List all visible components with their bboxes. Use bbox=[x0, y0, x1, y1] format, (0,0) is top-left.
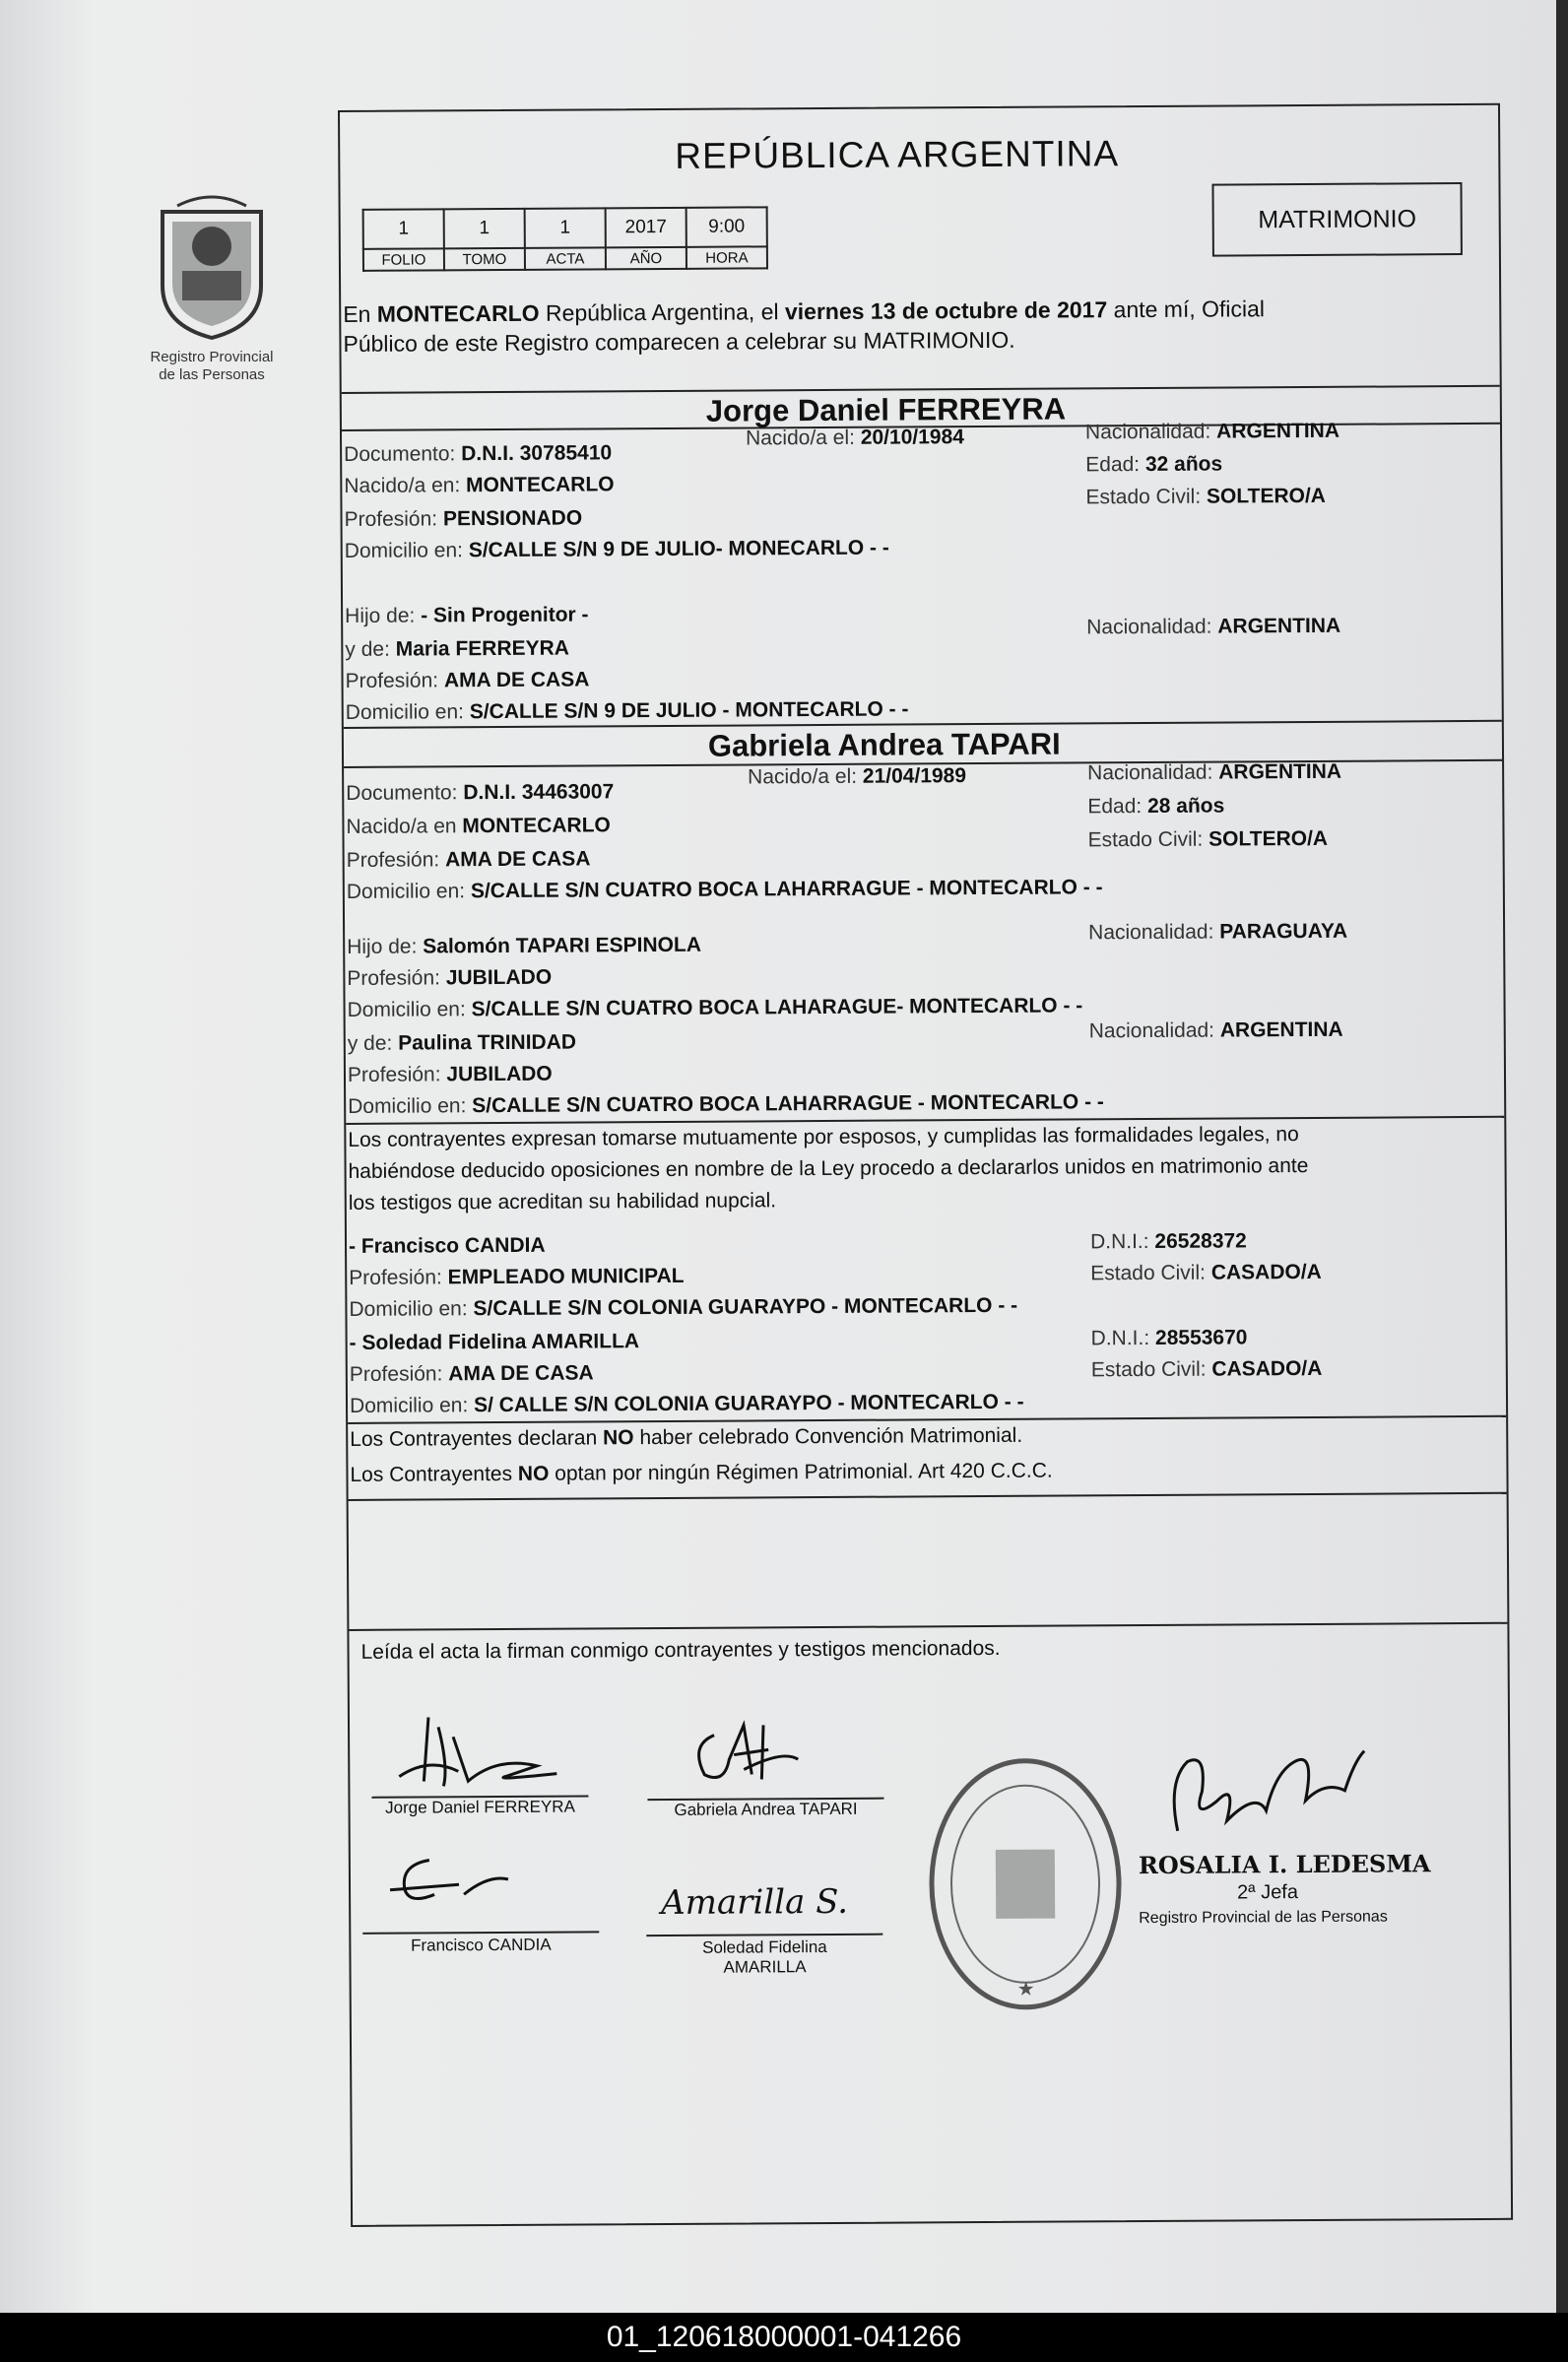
value: EMPLEADO MUNICIPAL bbox=[447, 1264, 685, 1289]
caption-line: AMARILLA bbox=[723, 1957, 807, 1977]
official-name: ROSALIA I. LEDESMA bbox=[1138, 1849, 1431, 1880]
signature-francisco bbox=[370, 1845, 538, 1925]
value: MONTECARLO bbox=[466, 473, 615, 497]
spouse2-mother-nationality bbox=[1089, 1018, 1343, 1044]
label: Profesión: bbox=[349, 1362, 443, 1386]
country-title: REPÚBLICA ARGENTINA bbox=[675, 133, 1120, 176]
value: S/CALLE S/N 9 DE JULIO- MONECARLO - - bbox=[468, 536, 889, 562]
intro-line-2: Público de este Registro comparecen a celebrar su MATRIMONIO. bbox=[343, 326, 1015, 357]
intro-line-1 bbox=[343, 295, 1265, 328]
notes-text: haber celebrado Convención Matrimonial. bbox=[633, 1423, 1023, 1450]
seal-icon bbox=[148, 192, 276, 340]
declaration-line: los testigos que acreditan su habilidad nupcial. bbox=[348, 1189, 777, 1214]
hour-label: HORA bbox=[686, 246, 767, 269]
registry-name-line2: de las Personas bbox=[159, 366, 265, 383]
signature-caption-soledad bbox=[646, 1937, 882, 1978]
spouse1-name: Jorge Daniel FERREYRA bbox=[705, 391, 1067, 428]
year-label: AÑO bbox=[606, 247, 686, 270]
value: ARGENTINA bbox=[1217, 614, 1341, 638]
marriage-certificate-form bbox=[338, 103, 1513, 2227]
signature-line bbox=[362, 1931, 599, 1934]
tomo-label: TOMO bbox=[444, 248, 525, 271]
closing-text: Leída el acta la firman conmigo contrayentes y testigos mencionados. bbox=[360, 1636, 1001, 1664]
label: Domicilio en: bbox=[346, 880, 466, 903]
value: 21/04/1989 bbox=[862, 764, 967, 788]
value: - Sin Progenitor - bbox=[421, 603, 589, 627]
value: S/ CALLE S/N COLONIA GUARAYPO - MONTECARLO - - bbox=[474, 1390, 1024, 1417]
value: D.N.I. 30785410 bbox=[461, 441, 613, 466]
notes-text: optan por ningún Régimen Patrimonial. Art 420 C.C.C. bbox=[549, 1459, 1053, 1485]
witness1-profession bbox=[349, 1265, 684, 1290]
signature-gabriela bbox=[675, 1705, 814, 1795]
spouse1-profession bbox=[344, 506, 582, 531]
label: Nacido/a el: bbox=[745, 426, 856, 450]
witness1-address bbox=[349, 1294, 1017, 1322]
scan-footer-bar bbox=[0, 2313, 1568, 2362]
spouse1-address bbox=[345, 537, 889, 563]
intro-city: MONTECARLO bbox=[376, 299, 540, 327]
tomo-value: 1 bbox=[444, 209, 525, 249]
spouse1-document bbox=[344, 441, 612, 467]
label: Nacionalidad: bbox=[1087, 760, 1213, 785]
value: D.N.I. 34463007 bbox=[463, 780, 615, 805]
notes-line-1 bbox=[350, 1424, 1022, 1452]
declaration-line: habiéndose deducido oposiciones en nombre de la Ley procedo a declararlos unidos en matrimonio ante bbox=[348, 1154, 1309, 1183]
spouse1-mother-profession bbox=[345, 668, 589, 693]
value: Paulina TRINIDAD bbox=[398, 1030, 577, 1055]
label: Profesión: bbox=[345, 669, 439, 692]
spouse1-nationality bbox=[1085, 420, 1339, 445]
caption-line: Soledad Fidelina bbox=[702, 1937, 827, 1957]
spouse2-birthplace bbox=[346, 814, 611, 839]
label: Nacionalidad: bbox=[1084, 420, 1211, 444]
label: Estado Civil: bbox=[1090, 1357, 1207, 1382]
declaration-line: Los contrayentes expresan tomarse mutuamente por esposos, y cumplidas las formalidades legales, no bbox=[348, 1123, 1299, 1151]
registry-name-line1: Registro Provincial bbox=[150, 349, 274, 365]
intro-text: República Argentina, el bbox=[539, 298, 786, 326]
label: Domicilio en: bbox=[349, 1394, 469, 1417]
value: S/CALLE S/N CUATRO BOCA LAHARRAGUE - MONTECARLO - - bbox=[470, 876, 1103, 903]
signature-official bbox=[1157, 1732, 1385, 1851]
value: SOLTERO/A bbox=[1209, 826, 1329, 851]
declaration-text bbox=[348, 1119, 1308, 1219]
signature-caption-francisco: Francisco CANDIA bbox=[410, 1935, 552, 1955]
label: Domicilio en: bbox=[348, 1094, 467, 1118]
label: y de: bbox=[347, 1031, 393, 1055]
spouse1-birthdate bbox=[746, 426, 964, 450]
witness1-dni bbox=[1090, 1229, 1247, 1254]
province-seal-logo bbox=[128, 192, 295, 409]
spouse2-father-nationality bbox=[1088, 920, 1347, 946]
year-value: 2017 bbox=[606, 208, 686, 248]
label: Nacionalidad: bbox=[1088, 1018, 1215, 1043]
value: JUBILADO bbox=[446, 1062, 553, 1086]
value: Maria FERREYRA bbox=[395, 636, 569, 661]
spouse1-mother bbox=[345, 637, 569, 662]
label: Estado Civil: bbox=[1090, 1261, 1207, 1285]
spouse2-age bbox=[1087, 795, 1224, 820]
value: S/CALLE S/N CUATRO BOCA LAHARAGUE- MONTECARLO - - bbox=[471, 994, 1083, 1021]
divider bbox=[349, 1622, 1507, 1631]
spouse2-father bbox=[347, 934, 701, 959]
value: MONTECARLO bbox=[462, 814, 611, 838]
notes-line-2 bbox=[350, 1460, 1052, 1487]
notes-emphasis: NO bbox=[517, 1462, 550, 1485]
label: Hijo de: bbox=[347, 935, 418, 958]
label: D.N.I.: bbox=[1089, 1229, 1149, 1254]
signature-caption-gabriela: Gabriela Andrea TAPARI bbox=[674, 1799, 858, 1819]
spouse1-mother-address bbox=[346, 697, 909, 724]
label: Nacionalidad: bbox=[1088, 920, 1214, 945]
spouse2-mother-profession bbox=[348, 1063, 553, 1087]
divider bbox=[349, 1492, 1507, 1501]
official-role: 2ª Jefa bbox=[1237, 1881, 1299, 1904]
official-org: Registro Provincial de las Personas bbox=[1139, 1908, 1388, 1928]
document-type-box: MATRIMONIO bbox=[1211, 182, 1462, 257]
value: S/CALLE S/N COLONIA GUARAYPO - MONTECARLO - - bbox=[473, 1293, 1018, 1321]
spouse2-father-address bbox=[348, 994, 1083, 1022]
witness2-civil-status bbox=[1091, 1357, 1323, 1382]
spouse1-father bbox=[345, 603, 589, 628]
value: SOLTERO/A bbox=[1206, 484, 1326, 508]
spouse2-father-profession bbox=[347, 966, 552, 991]
witness2-dni bbox=[1091, 1326, 1248, 1350]
value: 32 años bbox=[1144, 452, 1223, 476]
spouse1-age bbox=[1085, 453, 1222, 478]
label: Documento: bbox=[344, 442, 456, 466]
witness2-name: - Soledad Fidelina AMARILLA bbox=[349, 1330, 640, 1354]
value: CASADO/A bbox=[1210, 1260, 1322, 1284]
spouse2-birthdate bbox=[748, 764, 966, 789]
spouse2-profession bbox=[347, 847, 591, 873]
label: Hijo de: bbox=[345, 604, 416, 627]
notes-text: Los Contrayentes declaran bbox=[350, 1426, 604, 1451]
value: AMA DE CASA bbox=[443, 668, 590, 692]
document-code: 01_120618000001-041266 bbox=[606, 2321, 962, 2353]
label: Domicilio en: bbox=[347, 998, 466, 1021]
notes-emphasis: NO bbox=[602, 1426, 634, 1450]
spouse2-nationality bbox=[1087, 760, 1341, 786]
value: AMA DE CASA bbox=[444, 847, 591, 872]
value: 28 años bbox=[1146, 794, 1225, 818]
svg-text:★: ★ bbox=[1016, 1976, 1035, 2001]
hour-value: 9:00 bbox=[686, 207, 767, 247]
value: 28553670 bbox=[1154, 1326, 1248, 1349]
label: Profesión: bbox=[344, 507, 438, 531]
witness2-profession bbox=[350, 1361, 594, 1387]
registry-table bbox=[362, 206, 768, 272]
value: S/CALLE S/N CUATRO BOCA LAHARRAGUE - MONTECARLO - - bbox=[472, 1090, 1104, 1118]
label: Estado Civil: bbox=[1087, 827, 1204, 852]
acta-label: ACTA bbox=[525, 247, 606, 270]
value: PARAGUAYA bbox=[1219, 919, 1348, 944]
registry-name bbox=[128, 349, 295, 384]
folio-value: 1 bbox=[363, 209, 444, 249]
signature-line bbox=[646, 1934, 882, 1936]
spouse2-name: Gabriela Andrea TAPARI bbox=[707, 726, 1061, 763]
value: 26528372 bbox=[1154, 1229, 1247, 1253]
folio-label: FOLIO bbox=[363, 248, 444, 271]
value: ARGENTINA bbox=[1218, 759, 1342, 784]
label: Domicilio en: bbox=[344, 539, 464, 562]
label: Edad: bbox=[1087, 795, 1143, 819]
value: AMA DE CASA bbox=[448, 1361, 594, 1386]
label: Nacionalidad: bbox=[1086, 615, 1212, 639]
signature-jorge bbox=[369, 1697, 577, 1806]
witness1-civil-status bbox=[1090, 1261, 1322, 1285]
value: PENSIONADO bbox=[442, 506, 583, 531]
label: Estado Civil: bbox=[1085, 485, 1202, 509]
spouse2-mother bbox=[348, 1031, 576, 1056]
label: Profesión: bbox=[346, 848, 440, 872]
label: Edad: bbox=[1085, 453, 1141, 477]
label: Profesión: bbox=[349, 1266, 442, 1289]
notes-text: Los Contrayentes bbox=[350, 1462, 518, 1486]
label: Nacido/a en: bbox=[344, 474, 461, 497]
label: Profesión: bbox=[347, 1063, 441, 1086]
value: CASADO/A bbox=[1211, 1356, 1323, 1381]
spouse1-mother-nationality bbox=[1086, 615, 1340, 640]
spouse1-birthplace bbox=[344, 473, 614, 498]
witness1-name: - Francisco CANDIA bbox=[348, 1233, 546, 1258]
signature-caption-jorge: Jorge Daniel FERREYRA bbox=[385, 1797, 575, 1817]
label: Nacido/a el: bbox=[748, 764, 858, 789]
label: D.N.I.: bbox=[1090, 1326, 1150, 1350]
label: Domicilio en: bbox=[349, 1297, 468, 1321]
spouse2-document bbox=[346, 780, 614, 806]
official-stamp-icon bbox=[921, 1750, 1130, 2017]
label: y de: bbox=[345, 637, 390, 661]
value: S/CALLE S/N 9 DE JULIO - MONTECARLO - - bbox=[469, 697, 909, 724]
intro-text: ante mí, Oficial bbox=[1107, 295, 1266, 323]
spouse2-address bbox=[347, 876, 1103, 904]
label: Documento: bbox=[346, 781, 458, 805]
witness2-address bbox=[350, 1391, 1024, 1418]
value: ARGENTINA bbox=[1219, 1017, 1343, 1042]
intro-date: viernes 13 de octubre de 2017 bbox=[784, 296, 1108, 325]
label: Nacido/a en bbox=[346, 815, 457, 838]
value: ARGENTINA bbox=[1216, 419, 1340, 443]
acta-value: 1 bbox=[525, 208, 606, 248]
spouse2-civil-status bbox=[1087, 827, 1328, 852]
intro-text: En bbox=[343, 300, 377, 327]
label: Domicilio en: bbox=[345, 700, 465, 724]
signature-soledad: Amarilla S. bbox=[661, 1881, 849, 1924]
spouse1-civil-status bbox=[1085, 485, 1326, 509]
label: Profesión: bbox=[347, 966, 441, 990]
value: Salomón TAPARI ESPINOLA bbox=[423, 933, 702, 958]
value: JUBILADO bbox=[445, 965, 553, 990]
spouse2-mother-address bbox=[348, 1090, 1104, 1119]
value: 20/10/1984 bbox=[860, 426, 964, 449]
